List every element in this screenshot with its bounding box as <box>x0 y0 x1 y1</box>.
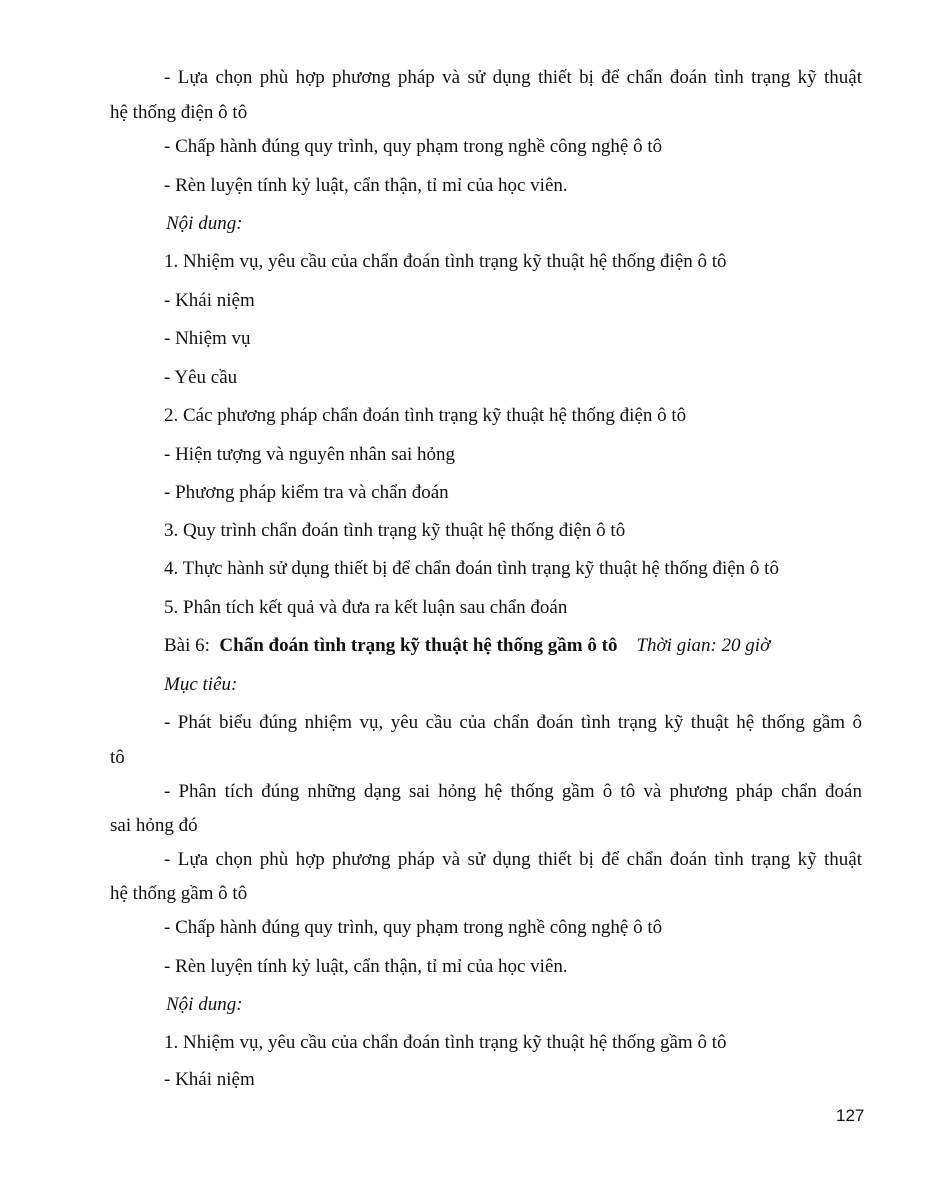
page-number: 127 <box>836 1106 865 1125</box>
objective-state-tasks-cont: tô <box>110 747 125 768</box>
lesson-title: Chẩn đoán tình trạng kỹ thuật hệ thống gầm ô tô <box>219 635 618 656</box>
content-item: 3. Quy trình chẩn đoán tình trạng kỹ thuật hệ thống điện ô tô <box>164 520 626 541</box>
objective-analyze-faults-cont: sai hỏng đó <box>110 815 198 836</box>
lesson-heading <box>164 634 770 658</box>
content-item: 2. Các phương pháp chẩn đoán tình trạng kỹ thuật hệ thống điện ô tô <box>164 405 687 426</box>
content-subitem: - Hiện tượng và nguyên nhân sai hỏng <box>164 444 456 465</box>
objective-select-method-cont: hệ thống gầm ô tô <box>110 883 248 904</box>
objective-comply: - Chấp hành đúng quy trình, quy phạm trong nghề công nghệ ô tô <box>164 917 663 938</box>
content-subitem: - Khái niệm <box>164 1069 255 1090</box>
objectives-heading: Mục tiêu: <box>164 674 238 695</box>
content-subitem: - Yêu cầu <box>164 367 238 388</box>
content-heading: Nội dung: <box>166 213 243 234</box>
content-subitem: - Nhiệm vụ <box>164 328 251 349</box>
objective-select-method-cont: hệ thống điện ô tô <box>110 102 248 123</box>
objective-state-tasks: - Phát biểu đúng nhiệm vụ, yêu cầu của chẩn đoán tình trạng kỹ thuật hệ thống gầm ô <box>164 712 862 733</box>
lesson-time: Thời gian: 20 giờ <box>636 635 771 656</box>
content-item: 1. Nhiệm vụ, yêu cầu của chẩn đoán tình trạng kỹ thuật hệ thống gầm ô tô <box>164 1032 727 1053</box>
content-item: 5. Phân tích kết quả và đưa ra kết luận sau chẩn đoán <box>164 597 568 618</box>
content-item: 4. Thực hành sử dụng thiết bị để chẩn đoán tình trạng kỹ thuật hệ thống điện ô tô <box>164 558 779 579</box>
content-heading: Nội dung: <box>166 994 243 1015</box>
content-subitem: - Phương pháp kiểm tra và chẩn đoán <box>164 482 449 503</box>
lesson-label: Bài 6: <box>164 635 210 656</box>
content-item: 1. Nhiệm vụ, yêu cầu của chẩn đoán tình trạng kỹ thuật hệ thống điện ô tô <box>164 251 727 272</box>
objective-select-method: - Lựa chọn phù hợp phương pháp và sử dụng thiết bị để chẩn đoán tình trạng kỹ thuật <box>164 67 862 88</box>
objective-discipline: - Rèn luyện tính kỷ luật, cẩn thận, tỉ mỉ của học viên. <box>164 175 568 196</box>
objective-discipline: - Rèn luyện tính kỷ luật, cẩn thận, tỉ mỉ của học viên. <box>164 956 568 977</box>
content-subitem: - Khái niệm <box>164 290 255 311</box>
objective-analyze-faults: - Phân tích đúng những dạng sai hỏng hệ thống gầm ô tô và phương pháp chẩn đoán <box>164 781 862 802</box>
objective-select-method: - Lựa chọn phù hợp phương pháp và sử dụng thiết bị để chẩn đoán tình trạng kỹ thuật <box>164 849 862 870</box>
objective-comply: - Chấp hành đúng quy trình, quy phạm trong nghề công nghệ ô tô <box>164 136 663 157</box>
